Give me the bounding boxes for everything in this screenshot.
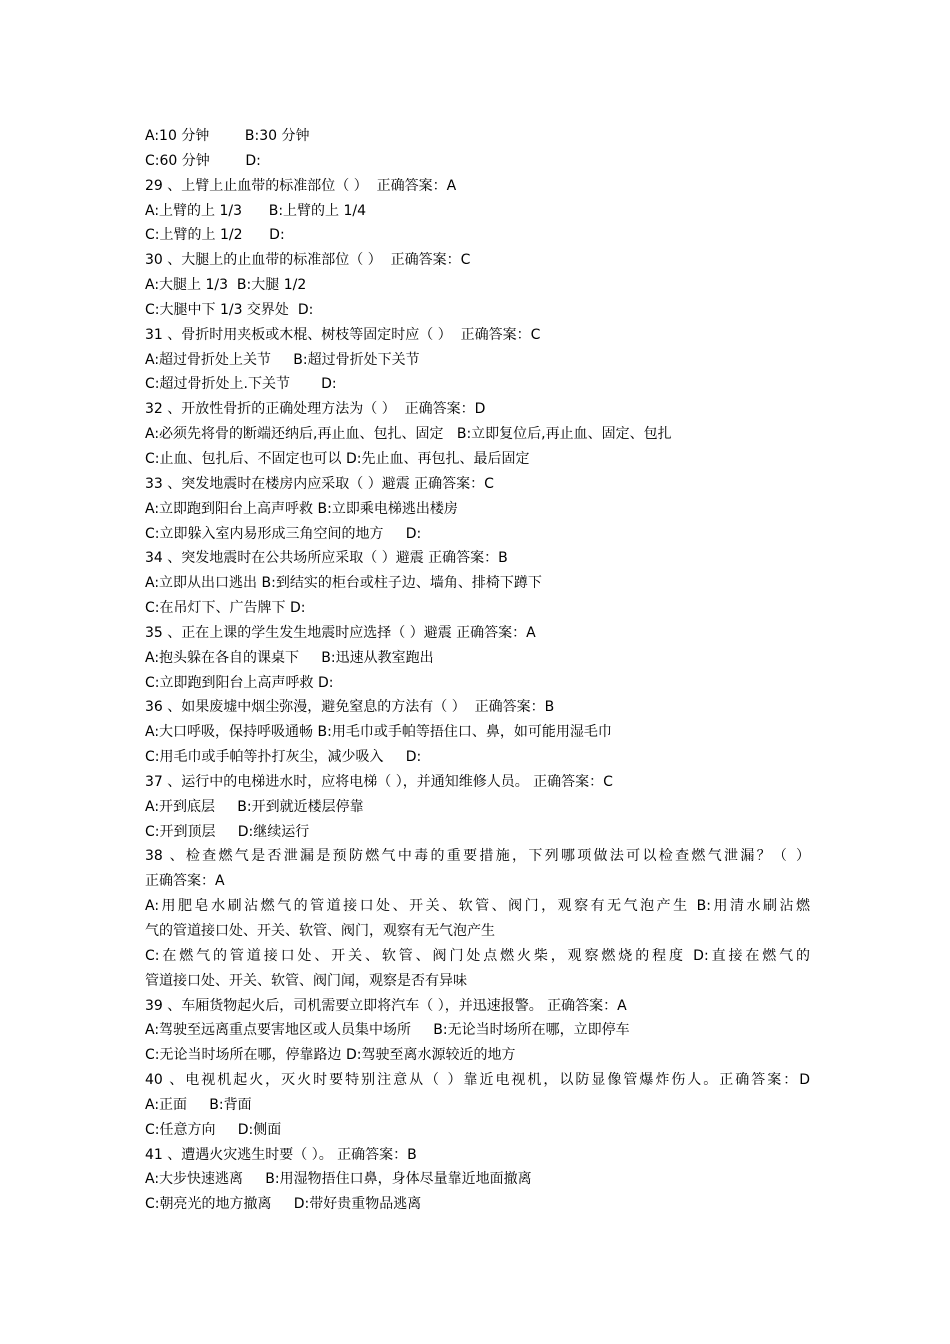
question-37: 37 、运行中的电梯进水时，应将电梯（ ），并通知维修人员。 正确答案：C <box>145 773 613 790</box>
answer-options-line: A:开到底层 B:开到就近楼层停靠 <box>145 798 364 815</box>
answer-options-line: C:无论当时场所在哪，停靠路边 D:驾驶至离水源较近的地方 <box>145 1047 516 1064</box>
answer-options-line: A:超过骨折处上关节 B:超过骨折处下关节 <box>145 351 420 368</box>
answer-options-line: C:超过骨折处上.下关节 D: <box>145 376 337 393</box>
answer-options-line: A:抱头躲在各自的课桌下 B:迅速从教室跑出 <box>145 649 434 666</box>
answer-options-line: C:朝亮光的地方撤离 D:带好贵重物品逃离 <box>145 1196 422 1213</box>
answer-options-line: 管道接口处、开关、软管、阀门闻，观察是否有异味 <box>145 972 467 989</box>
answer-options-line: C:在吊灯下、广告牌下 D: <box>145 600 306 617</box>
question-31: 31 、骨折时用夹板或木棍、树枝等固定时应（ ） 正确答案：C <box>145 326 541 343</box>
answer-options-line: A:大口呼吸，保持呼吸通畅 B:用毛巾或手帕等捂住口、鼻，如可能用湿毛巾 <box>145 724 612 741</box>
question-33: 33 、突发地震时在楼房内应采取（ ）避震 正确答案：C <box>145 475 494 492</box>
question-34: 34 、突发地震时在公共场所应采取（ ）避震 正确答案：B <box>145 550 508 567</box>
answer-options-line: A:10 分钟 B:30 分钟 <box>145 128 310 144</box>
question-39: 39 、车厢货物起火后，司机需要立即将汽车（ ），并迅速报警。 正确答案：A <box>145 997 627 1014</box>
answer-options-line: A:大步快速逃离 B:用湿物捂住口鼻，身体尽量靠近地面撤离 <box>145 1171 532 1188</box>
answer-options-line: C:立即跑到阳台上高声呼救 D: <box>145 674 334 691</box>
question-38-answer: 正确答案：A <box>145 873 225 890</box>
question-29: 29 、上臂上止血带的标准部位（ ） 正确答案：A <box>145 177 457 194</box>
answer-options-line: A:必须先将骨的断端还纳后,再止血、包扎、固定 B:立即复位后,再止血、固定、包扎 <box>145 426 672 443</box>
question-41: 41 、遭遇火灾逃生时要（ ）。 正确答案：B <box>145 1146 417 1163</box>
question-38: 38 、检查燃气是否泄漏是预防燃气中毒的重要措施，下列哪项做法可以检查燃气泄漏？（ ） <box>145 848 810 865</box>
question-36: 36 、如果废墟中烟尘弥漫，避免窒息的方法有（ ） 正确答案：B <box>145 699 555 716</box>
answer-options-line: C:60 分钟 D: <box>145 152 261 169</box>
answer-options-line: A:上臂的上 1/3 B:上臂的上 1/4 <box>145 202 367 219</box>
question-32: 32 、开放性骨折的正确处理方法为（ ） 正确答案：D <box>145 401 486 418</box>
answer-options-line: A:大腿上 1/3 B:大腿 1/2 <box>145 277 307 294</box>
answer-options-line: C:在燃气的管道接口处、开关、软管、阀门处点燃火柴，观察燃烧的程度 D:直接在燃气的 <box>145 947 810 964</box>
answer-options-line: 气的管道接口处、开关、软管、阀门，观察有无气泡产生 <box>145 923 495 939</box>
answer-options-line: A:正面 B:背面 <box>145 1096 252 1113</box>
document-page <box>145 124 810 1217</box>
answer-options-line: C:任意方向 D:侧面 <box>145 1121 282 1138</box>
answer-options-line: A:立即跑到阳台上高声呼救 B:立即乘电梯逃出楼房 <box>145 500 458 517</box>
question-40: 40 、电视机起火，灭火时要特别注意从（ ）靠近电视机，以防显像管爆炸伤人。正确答案：D <box>145 1072 810 1089</box>
answer-options-line: C:立即躲入室内易形成三角空间的地方 D: <box>145 525 422 542</box>
answer-options-line: A:驾驶至远离重点要害地区或人员集中场所 B:无论当时场所在哪，立即停车 <box>145 1022 630 1039</box>
question-30: 30 、大腿上的止血带的标准部位（ ） 正确答案：C <box>145 252 471 269</box>
answer-options-line: A:用肥皂水刷沾燃气的管道接口处、开关、软管、阀门，观察有无气泡产生 B:用清水刷沾燃 <box>145 898 810 915</box>
answer-options-line: C:大腿中下 1/3 交界处 D: <box>145 301 314 318</box>
question-35: 35 、正在上课的学生发生地震时应选择（ ）避震 正确答案：A <box>145 624 536 641</box>
answer-options-line: C:开到顶层 D:继续运行 <box>145 823 310 840</box>
answer-options-line: C:止血、包扎后、不固定也可以 D:先止血、再包扎、最后固定 <box>145 450 530 467</box>
answer-options-line: A:立即从出口逃出 B:到结实的柜台或柱子边、墙角、排椅下蹲下 <box>145 575 542 592</box>
answer-options-line: C:用毛巾或手帕等扑打灰尘，减少吸入 D: <box>145 749 422 766</box>
answer-options-line: C:上臂的上 1/2 D: <box>145 227 285 244</box>
